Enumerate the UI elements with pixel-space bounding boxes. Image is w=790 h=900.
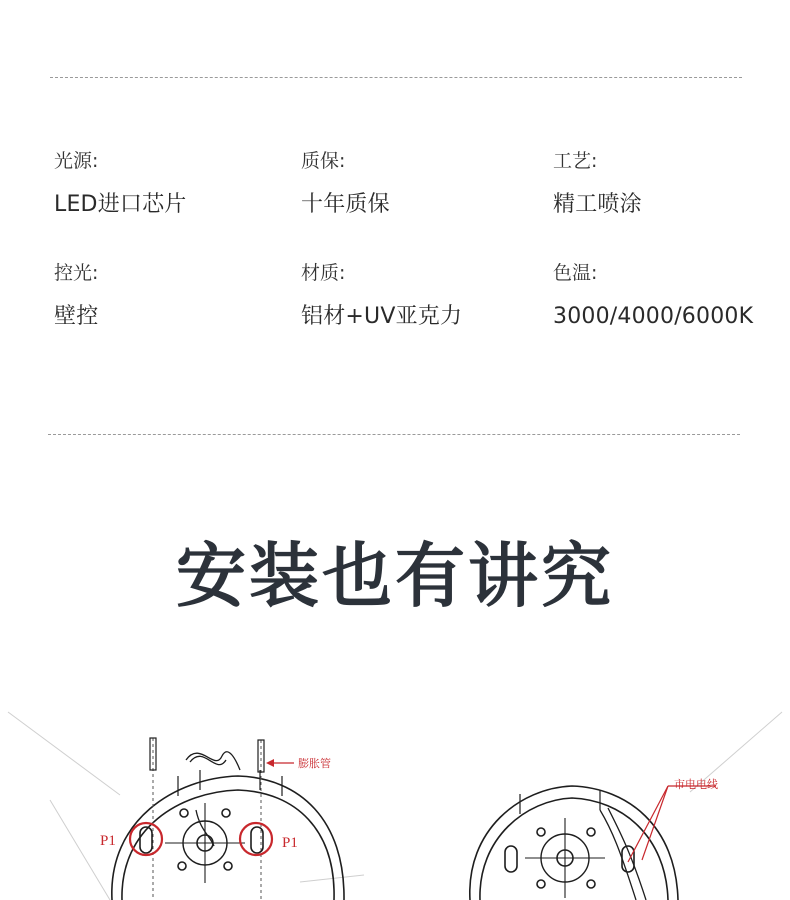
right-fixture — [470, 786, 678, 900]
callout-arrow-left — [266, 759, 294, 767]
spec-label: 色温: — [553, 262, 598, 284]
spec-craft — [553, 149, 642, 219]
divider-bottom — [48, 434, 740, 435]
section-headline: 安装也有讲究 — [176, 535, 614, 617]
spec-material — [301, 261, 462, 331]
spec-value: 3000/4000/6000K — [553, 304, 754, 329]
spec-value: 十年质保 — [301, 192, 390, 217]
spec-label: 工艺: — [553, 150, 598, 172]
spec-value: 壁控 — [54, 304, 99, 329]
spec-warranty — [301, 149, 390, 219]
spec-label: 质保: — [301, 150, 346, 172]
spec-label: 材质: — [301, 262, 346, 284]
spec-value: 精工喷涂 — [553, 192, 642, 217]
spec-label: 光源: — [54, 150, 99, 172]
spec-label: 控光: — [54, 262, 99, 284]
expansion-tube-callout: 膨胀管 — [298, 757, 331, 770]
divider-top — [50, 77, 742, 78]
callout-arrow-right — [628, 786, 716, 862]
spec-value: LED进口芯片 — [54, 192, 187, 217]
spec-color-temp — [553, 261, 753, 331]
spec-light-source — [54, 149, 187, 219]
p1-label-left: P1 — [100, 833, 116, 849]
spec-light-control — [54, 261, 98, 331]
mains-wire-callout: 市电电线 — [674, 778, 718, 791]
spec-value: 铝材+UV亚克力 — [301, 304, 463, 329]
p1-label-right: P1 — [282, 835, 298, 851]
installation-diagram — [0, 700, 790, 900]
